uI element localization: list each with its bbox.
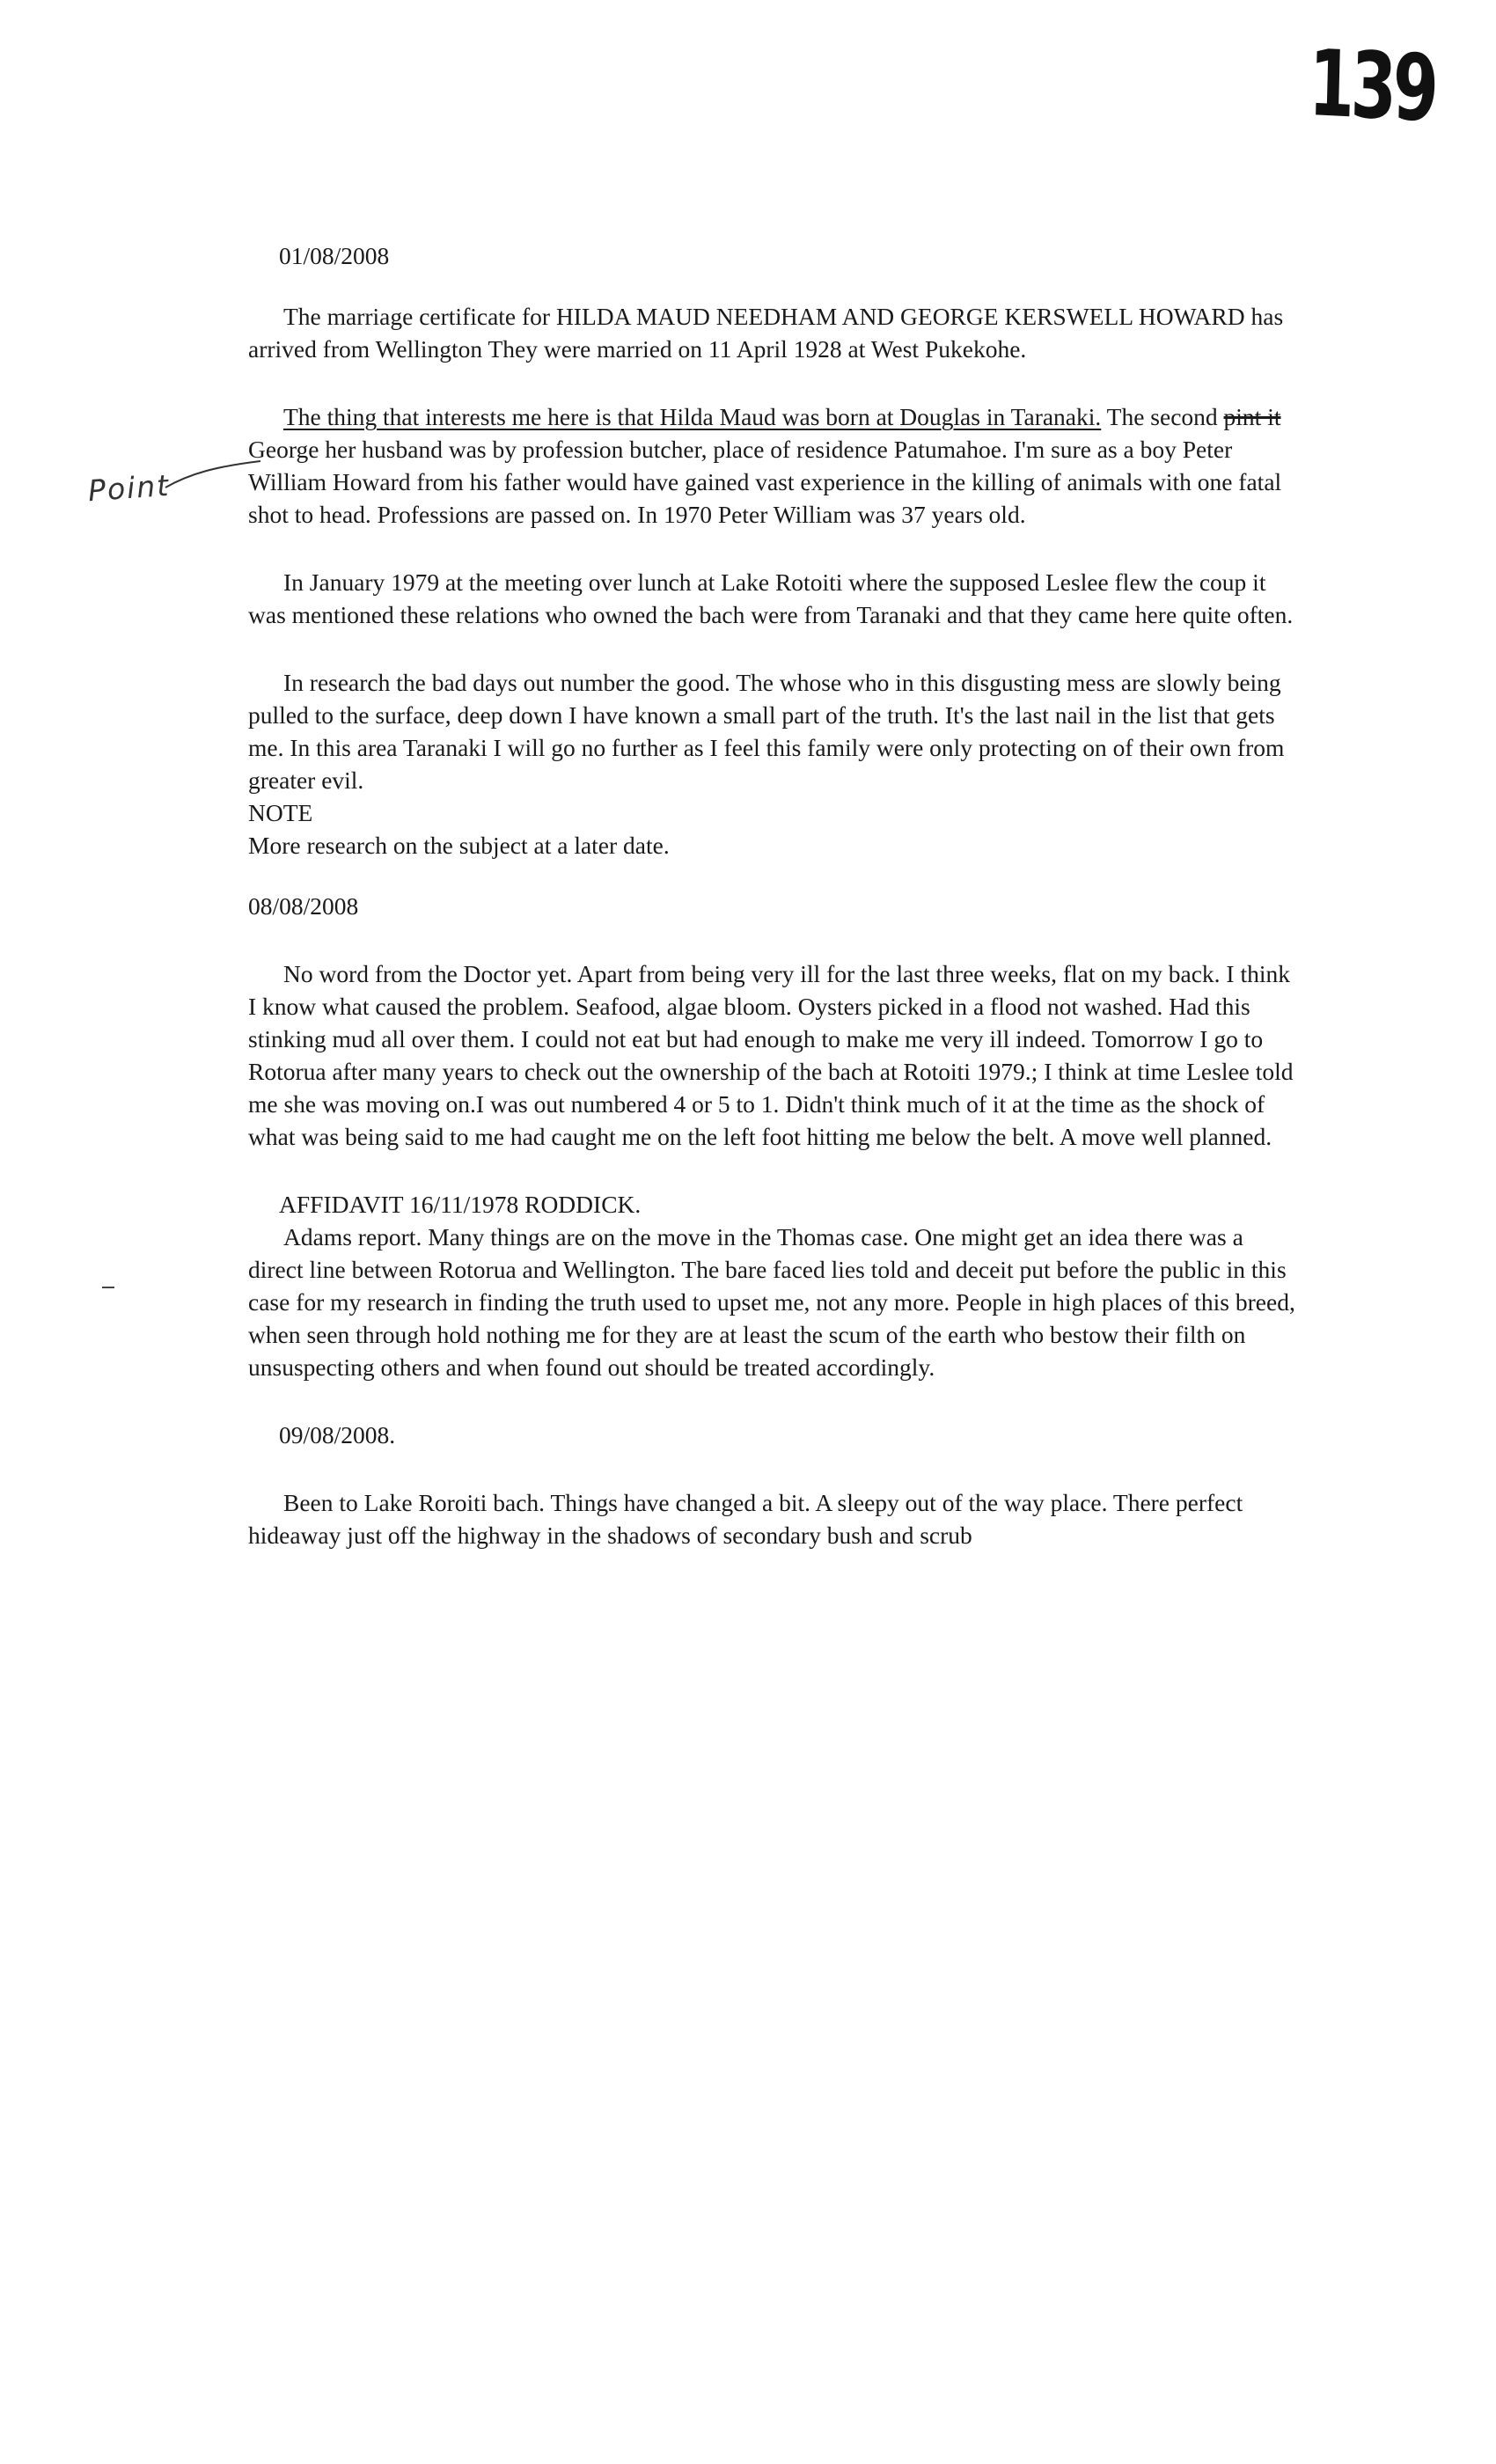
stray-mark: [102, 1287, 114, 1288]
note-text: More research on the subject at a later date.: [248, 832, 670, 859]
document-body: [248, 239, 1304, 1551]
paragraph: In January 1979 at the meeting over lunch at Lake Rotoiti where the supposed Leslee flew the coup it was mentioned these relations who owned the bach were from Taranaki and that they came here quite often.: [248, 568, 1294, 628]
paragraph: In research the bad days out number the good. The whose who in this disgusting mess are slowly being pulled to the surface, deep down I have known a small part of the truth. It's the last nail in the list that gets me. In this area Taranaki I will go no further as I feel this family were only protecting on of their own from greater evil.: [248, 669, 1285, 794]
text-fragment: George her husband was by profession butcher, place of residence Patumahoe. I'm sure as a boy Peter William Howard from his father would have gained vast experience in the killing of animals with one fatal shot to head. Professions are passed on. In 1970 Peter William was 37 years old.: [248, 436, 1282, 528]
paragraph: [248, 400, 1304, 531]
underlined-text: The thing that interests me here is that Hilda Maud was born at Douglas in Taranaki.: [283, 403, 1102, 430]
page-number: 139: [1307, 29, 1436, 143]
note-label: NOTE: [248, 799, 313, 826]
affidavit-heading: AFFIDAVIT 16/11/1978 RODDICK.: [279, 1191, 642, 1218]
paragraph: Been to Lake Roroiti bach. Things have changed a bit. A sleepy out of the way place. There perfect hideaway just off the highway in the shadows of secondary bush and scrub: [248, 1489, 1243, 1549]
entry-date: 01/08/2008: [279, 242, 390, 269]
text-fragment: The second: [1106, 403, 1218, 430]
entry-date: 09/08/2008.: [279, 1421, 396, 1448]
entry-date: 08/08/2008: [248, 892, 359, 920]
paragraph: No word from the Doctor yet. Apart from being very ill for the last three weeks, flat on my back. I think I know what caused the problem. Seafood, algae bloom. Oysters picked in a flood not washed. Had this stinking mud all over them. I could not eat but had enough to make me very ill indeed. Tomorrow I go to Rotorua after many years to check out the ownership of the bach at Rotoiti 1979.; I think at time Leslee told me she was moving on.I was out numbered 4 or 5 to 1. Didn't think much of it at the time as the shock of what was being said to me had caught me on the left foot hitting me below the belt. A move well planned.: [248, 960, 1294, 1150]
margin-note-handwritten: Point: [86, 467, 172, 509]
struck-text: pint it: [1223, 403, 1281, 430]
paragraph: Adams report. Many things are on the move in the Thomas case. One might get an idea there was a direct line between Rotorua and Wellington. The bare faced lies told and deceit put before the public in this case for my research in finding the truth used to upset me, not any more. People in high places of this breed, when seen through hold nothing me for they are at least the scum of the earth who bestow their filth on unsuspecting others and when found out should be treated accordingly.: [248, 1223, 1295, 1381]
paragraph: The marriage certificate for HILDA MAUD NEEDHAM AND GEORGE KERSWELL HOWARD has arrived from Wellington They were married on 11 April 1928 at West Pukekohe.: [248, 303, 1284, 363]
